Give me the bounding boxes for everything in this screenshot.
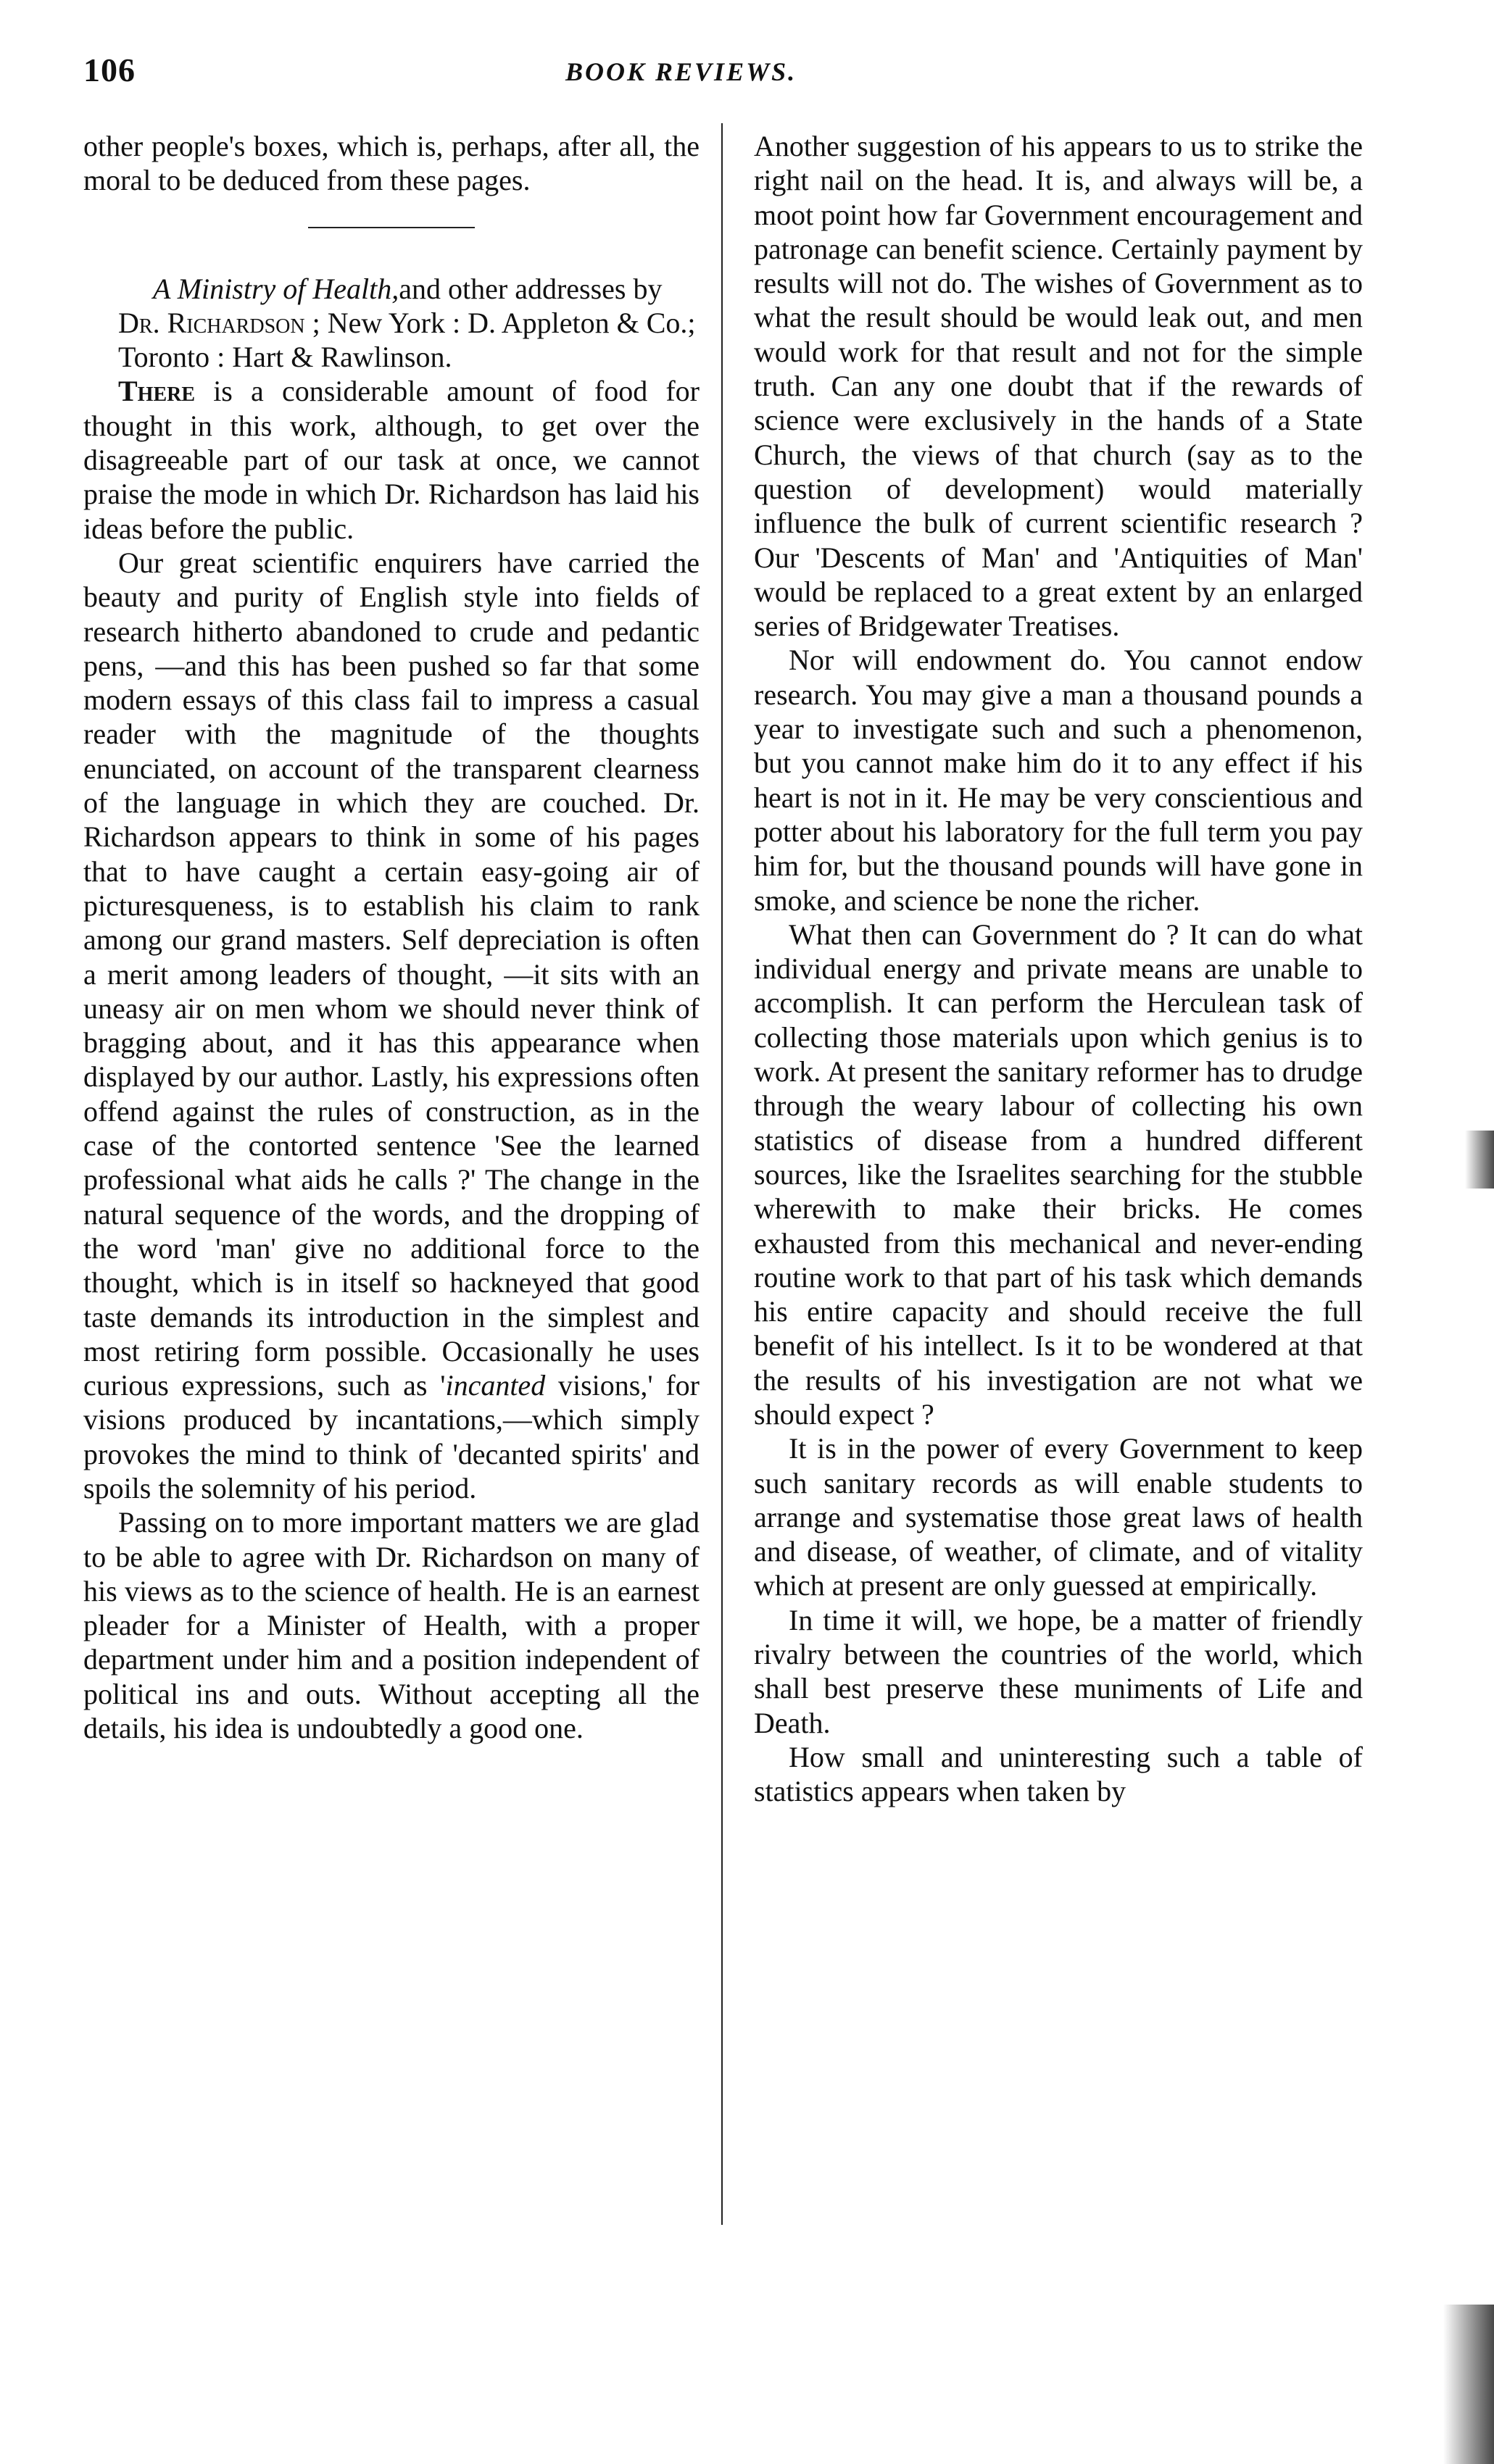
- right-column: [754, 129, 1363, 1809]
- review-paragraph-8: In time it will, we hope, be a matter of friendly rivalry between the countries of the world, which shall best preserve these muniments of Life and Death.: [754, 1603, 1363, 1739]
- page-number: 106: [83, 51, 136, 88]
- review-paragraph-2-italic: incanted: [445, 1369, 546, 1402]
- paragraph-lead-word: There: [118, 375, 196, 408]
- continuation-paragraph: other people's boxes, which is, perhaps, after all, the moral to be deduced from these pages.: [83, 130, 700, 197]
- left-column: [83, 129, 700, 1745]
- review-paragraph-2: [83, 546, 700, 1505]
- citation-text-2: ; New York : D. Appleton & Co.; Toronto : Hart & Rawlinson.: [118, 306, 696, 374]
- review-paragraph-4: Another suggestion of his appears to us to strike the right nail on the head. It is, and always will be, a moot point how far Government encouragement and patronage can benefit science. Certainly payment by results will not do. The wishes of Government as to what the result should be would leak out, and men would work for that result and not for the simple truth. Can any one doubt that if the rewards of science were exclusively in the hands of a State Church, the views of that church (say as to the question of development) would materially influence the bulk of current scientific research ? Our 'Descents of Man' and 'Antiquities of Man' would be replaced to a great extent by an enlarged series of Bridgewater Treatises.: [754, 130, 1363, 643]
- section-separator: [308, 227, 475, 228]
- review-paragraph-1-text: is a considerable amount of food for thought in this work, although, to get over the disagreeable part of our task at once, we cannot praise the mode in which Dr. Richardson has laid his ideas before the public.: [83, 375, 700, 545]
- review-paragraph-2-text: Our great scientific enquirers have carried the beauty and purity of English style into fields of research hitherto abandoned to crude and pedantic pens, —and this has been pushed so far that some modern essays of this class fail to impress a casual reader with the magnitude of the thoughts enunciated, on account of the transparent clearness of the language in which they are couched. Dr. Richardson appears to think in some of his pages that to have caught a certain easy-going air of picturesqueness, is to establish his claim to rank among our grand masters. Self depreciation is often a merit among leaders of thought, —it sits with an uneasy air on men whom we should never think of bragging about, and it has this appearance when displayed by our author. Lastly, his expressions often offend against the rules of construction, as in the case of the contorted sentence 'See the learned professional what aids he calls ?' The change in the natural sequence of the words, and the dropping of the word 'man' give no additional force to the thought, which is in itself so hackneyed that good taste demands its introduction in the simplest and most retiring form possible. Occasionally he uses curious expressions, such as ': [83, 546, 700, 1402]
- review-paragraph-6: What then can Government do ? It can do what individual energy and private means are unable to accomplish. It can perform the Herculean task of collecting those materials upon which genius is to work. At present the sanitary reformer has to drudge through the weary labour of collecting his own statistics of disease from a hundred different sources, like the Israelites searching for the stubble wherewith to make their bricks. He comes exhausted from this mechanical and never-ending routine work to that part of his task which demands his entire capacity and should receive the full benefit of his intellect. Is it to be wondered at that the results of his investigation are not what we should expect ?: [754, 917, 1363, 1431]
- citation-text-1: and other addresses by: [399, 272, 663, 305]
- running-head: BOOK REVIEWS.: [565, 57, 797, 86]
- page-edge-mark: [1465, 1131, 1494, 1189]
- review-paragraph-2-tail: visions,' for visions produced by incantations,—which simply provokes the mind to think of 'decanted spirits' and spoils the solemnity of his period.: [83, 1369, 700, 1504]
- review-paragraph-5: Nor will endowment do. You cannot endow research. You may give a man a thousand pounds a year to investigate such and such a phenomenon, but you cannot make him do it to any effect if his heart is not in it. He may be very conscientious and potter about his laboratory for the full term you pay him for, but the thousand pounds will have gone in smoke, and science be none the richer.: [754, 644, 1363, 917]
- review-paragraph-3: Passing on to more important matters we are glad to be able to agree with Dr. Richardson on many of his views as to the science of health. He is an earnest pleader for a Minister of Health, with a proper department under him and a position independent of political ins and outs. Without accepting all the details, his idea is undoubtedly a good one.: [83, 1506, 700, 1745]
- book-citation: [83, 272, 700, 375]
- review-paragraph-1: [83, 374, 700, 545]
- citation-title: A Ministry of Health,: [153, 272, 399, 305]
- page-edge-shadow: [1443, 2305, 1494, 2464]
- citation-author: Dr. Richardson: [118, 306, 305, 339]
- review-paragraph-7: It is in the power of every Government to keep such sanitary records as will enable students to arrange and systematise those great laws of health and disease, of weather, of climate, and of vitality which at present are only guessed at empirically.: [754, 1432, 1363, 1602]
- review-paragraph-9: How small and uninteresting such a table of statistics appears when taken by: [754, 1740, 1363, 1808]
- column-divider: [721, 123, 723, 2225]
